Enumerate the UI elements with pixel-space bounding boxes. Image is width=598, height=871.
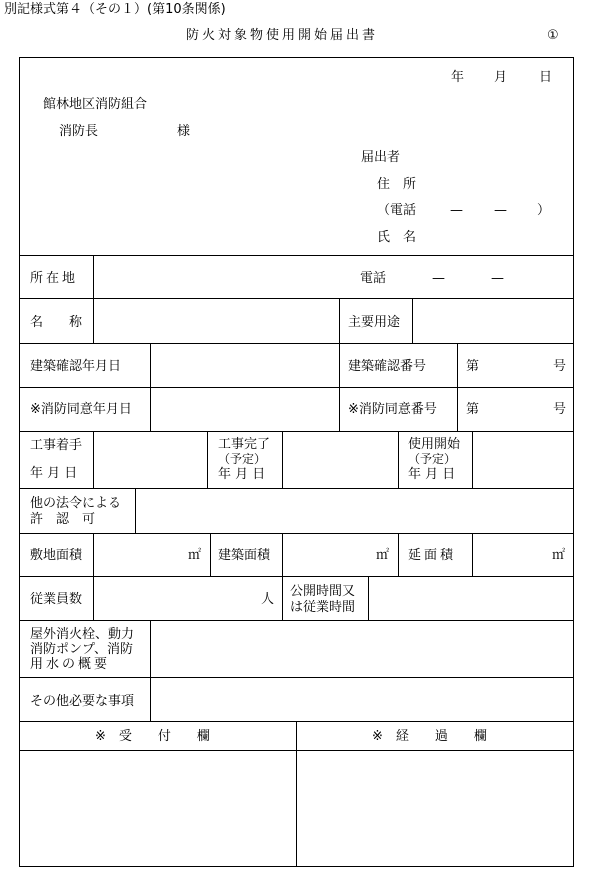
employees-unit: 人	[261, 592, 275, 607]
page-mark: ①	[547, 28, 559, 43]
work-start-label: 工事着手	[30, 438, 83, 453]
notifier-phone-dash-2: —	[494, 203, 507, 218]
open-hours-label-2: は従業時間	[290, 600, 356, 615]
row-line	[19, 431, 574, 432]
row-line	[19, 343, 574, 344]
cell-line	[412, 298, 413, 343]
header-month: 月	[494, 70, 508, 85]
recipient-honorific: 様	[177, 124, 191, 139]
cell-line	[398, 533, 399, 576]
work-end-label: 工事完了	[218, 437, 271, 452]
cell-line	[296, 721, 297, 867]
form-title: 防火対象物使用開始届出書	[186, 28, 379, 43]
form-reference: 別記様式第４（その１）(第10条関係)	[4, 2, 226, 17]
progress-label: ※ 経 過 欄	[372, 729, 487, 744]
row-line	[19, 620, 574, 621]
other-law-label: 他の法令による	[30, 496, 122, 511]
recipient-title: 消防長	[59, 124, 99, 139]
site-area-unit: ㎡	[188, 548, 202, 563]
building-confirm-no-prefix: 第	[466, 359, 480, 374]
employees-label: 従業員数	[30, 592, 83, 607]
building-area-unit: ㎡	[376, 548, 390, 563]
building-confirm-no-suffix: 号	[553, 359, 567, 374]
notifier-phone-open: （電話	[377, 203, 417, 218]
row-line	[19, 387, 574, 388]
cell-line	[368, 576, 369, 620]
row-line	[19, 298, 574, 299]
fire-consent-no-label: ※消防同意番号	[348, 402, 437, 417]
water-supply-label-2: 消防ポンプ、消防	[30, 642, 133, 657]
work-start-date-label: 年 月 日	[30, 466, 78, 481]
fire-consent-date-label: ※消防同意年月日	[30, 402, 132, 417]
header-year: 年	[451, 70, 465, 85]
water-supply-label-3: 用水の概要	[30, 657, 111, 672]
water-supply-label: 屋外消火栓、動力	[30, 627, 135, 642]
fire-consent-no-suffix: 号	[553, 402, 567, 417]
notifier-label: 届出者	[361, 150, 401, 165]
notifier-phone-close: ）	[537, 203, 551, 218]
row-line	[19, 533, 574, 534]
cell-line	[339, 298, 340, 343]
reception-label: ※ 受 付 欄	[95, 729, 210, 744]
name-label: 名 称	[30, 315, 83, 330]
cell-line	[93, 431, 94, 488]
location-phone-dash-2: —	[491, 271, 504, 286]
site-area-label: 敷地面積	[30, 548, 83, 563]
location-label: 所在地	[30, 271, 79, 286]
row-line	[19, 488, 574, 489]
row-line	[19, 255, 574, 256]
notifier-phone-dash-1: —	[450, 203, 463, 218]
building-confirm-no-label: 建築確認番号	[348, 359, 427, 374]
frame-right	[573, 57, 574, 867]
main-use-label: 主要用途	[348, 315, 401, 330]
cell-line	[339, 343, 340, 431]
cell-line	[282, 533, 283, 620]
other-law-permit-label: 許 認 可	[30, 512, 96, 527]
floor-area-label: 延面積	[408, 548, 457, 563]
floor-area-unit: ㎡	[552, 548, 566, 563]
open-hours-label: 公開時間又	[290, 584, 356, 599]
location-phone-dash-1: —	[432, 271, 445, 286]
cell-line	[135, 488, 136, 533]
cell-line	[457, 343, 458, 431]
cell-line	[150, 620, 151, 721]
recipient-org: 館林地区消防組合	[43, 97, 148, 112]
row-line	[19, 677, 574, 678]
notifier-address-label: 住 所	[377, 177, 417, 192]
header-day: 日	[539, 70, 553, 85]
cell-line	[398, 431, 399, 488]
cell-line	[472, 431, 473, 488]
location-phone-label: 電話	[360, 271, 387, 286]
cell-line	[150, 343, 151, 431]
frame-left	[19, 57, 20, 867]
building-area-label: 建築面積	[218, 548, 271, 563]
cell-line	[210, 533, 211, 576]
work-end-date-label: 年 月 日	[218, 467, 266, 482]
fire-consent-no-prefix: 第	[466, 402, 480, 417]
cell-line	[207, 431, 208, 488]
notifier-name-label: 氏 名	[377, 230, 417, 245]
row-line	[19, 576, 574, 577]
frame-top	[19, 57, 574, 58]
cell-line	[472, 533, 473, 576]
work-end-planned-label: （予定）	[218, 452, 267, 466]
use-start-planned-label: （予定）	[408, 452, 457, 466]
cell-line	[282, 431, 283, 488]
other-items-label: その他必要な事項	[30, 694, 135, 709]
use-start-date-label: 年 月 日	[408, 467, 456, 482]
building-confirm-date-label: 建築確認年月日	[30, 359, 122, 374]
use-start-label: 使用開始	[408, 437, 461, 452]
cell-line	[93, 533, 94, 620]
cell-line	[93, 255, 94, 344]
